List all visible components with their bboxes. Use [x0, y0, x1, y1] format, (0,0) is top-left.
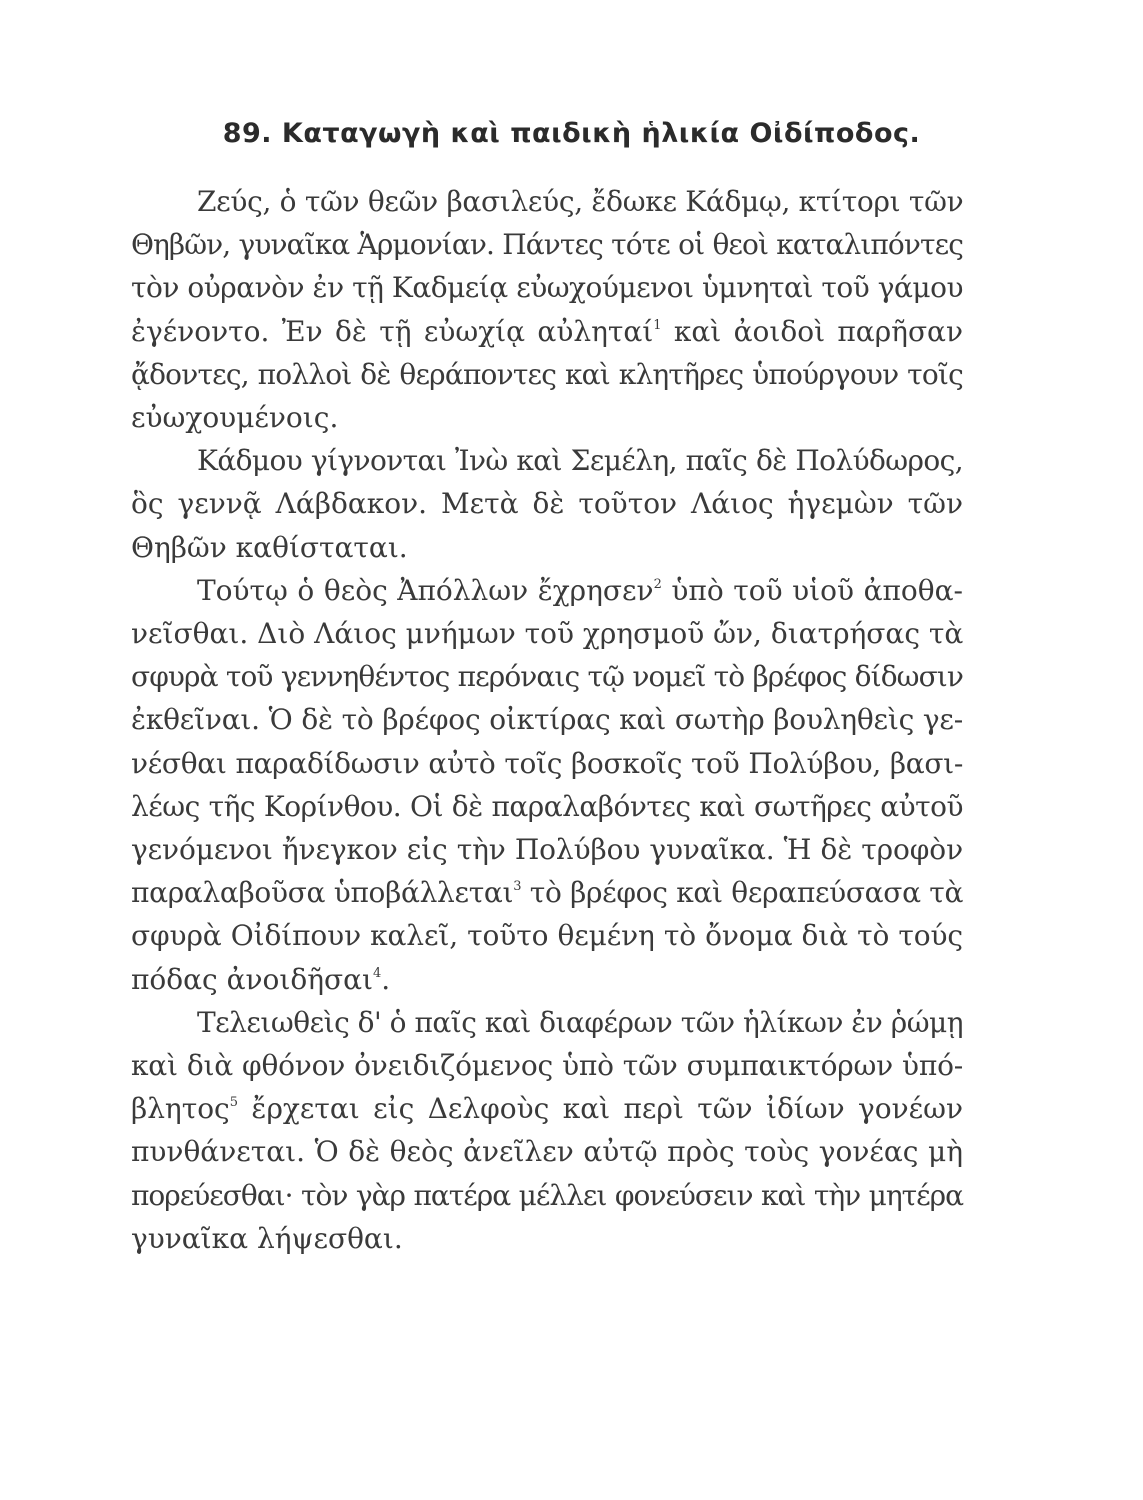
- text-line: Κάδμου γίγνονται Ἰνὼ καὶ Σεμέλη, παῖς δὲ Πολύδωρος,: [197, 444, 963, 478]
- footnote-marker-4: 4: [373, 965, 382, 981]
- text-line: [131, 871, 963, 914]
- text-fragment: ἔρχεται εἰς Δελφοὺς καὶ περὶ τῶν ἰδίων γονέων: [238, 1092, 963, 1126]
- text-line: σφυρὰ τοῦ γεννηθέντος περόναις τῷ νομεῖ τὸ βρέφος δίδωσιν: [131, 660, 963, 694]
- footnote-marker-2: 2: [653, 576, 662, 592]
- text-fragment: καὶ ἀοιδοὶ παρῆσαν: [661, 314, 963, 348]
- text-line: Θηβῶν καθίσταται.: [131, 530, 408, 564]
- chapter-heading: 89. Καταγωγὴ καὶ παιδικὴ ἡλικία Οἰδίποδος.: [222, 118, 921, 149]
- footnote-marker-1: 1: [653, 317, 662, 333]
- text-line: γυναῖκα λήψεσθαι.: [131, 1221, 403, 1255]
- footnote-marker-3: 3: [513, 879, 522, 895]
- body-text: [131, 180, 963, 1260]
- text-line: [131, 310, 963, 353]
- text-line: Ζεύς, ὁ τῶν θεῶν βασιλεύς, ἔδωκε Κάδμῳ, κτίτορι τῶν: [197, 185, 964, 218]
- text-line: [131, 958, 963, 1001]
- text-line: [131, 569, 963, 612]
- text-line: ᾄδοντες, πολλοὶ δὲ θεράποντες καὶ κλητῆρες ὑπούργουν τοῖς: [131, 357, 963, 391]
- text-line: Τελειωθεὶς δ' ὁ παῖς καὶ διαφέρων τῶν ἡλίκων ἐν ῥώμῃ: [197, 1005, 963, 1039]
- footnote-marker-5: 5: [229, 1095, 239, 1111]
- paragraph-4: [131, 1001, 963, 1260]
- paragraph-3: [131, 569, 963, 1001]
- text-line: ὃς γεννᾷ Λάβδακον. Μετὰ δὲ τοῦτον Λάιος ἡγεμὼν τῶν: [131, 487, 963, 521]
- text-line: πυνθάνεται. Ὁ δὲ θεὸς ἀνεῖλεν αὐτῷ πρὸς τοὺς γονέας μὴ: [131, 1135, 963, 1169]
- text-fragment: Τούτῳ ὁ θεὸς Ἀπόλλων ἔχρησεν: [197, 573, 654, 607]
- paragraph-2: [131, 439, 963, 569]
- text-line: ἐκθεῖναι. Ὁ δὲ τὸ βρέφος οἰκτίρας καὶ σωτὴρ βουληθεὶς γε-: [131, 703, 963, 737]
- text-fragment: πόδας ἀνοιδῆσαι: [131, 962, 374, 996]
- text-line: νέσθαι παραδίδωσιν αὐτὸ τοῖς βοσκοῖς τοῦ Πολύβου, βασι-: [131, 746, 963, 780]
- text-fragment: ἐγένοντο. Ἐν δὲ τῇ εὐωχίᾳ αὐληταί: [131, 314, 654, 348]
- text-line: σφυρὰ Οἰδίπουν καλεῖ, τοῦτο θεμένη τὸ ὄνομα διὰ τὸ τούς: [131, 919, 963, 953]
- text-line: γενόμενοι ἤνεγκον εἰς τὴν Πολύβου γυναῖκα. Ἡ δὲ τροφὸν: [131, 833, 963, 867]
- text-fragment: τὸ βρέφος καὶ θεραπεύσασα τὰ: [521, 876, 964, 910]
- text-line: Θηβῶν, γυναῖκα Ἁρμονίαν. Πάντες τότε οἱ θεοὶ καταλιπόντες: [131, 228, 963, 262]
- text-fragment: ὑπὸ τοῦ υἱοῦ ἀποθα-: [661, 573, 963, 607]
- text-line: νεῖσθαι. Διὸ Λάιος μνήμων τοῦ χρησμοῦ ὤν, διατρήσας τὰ: [131, 617, 964, 651]
- text-fragment: .: [381, 962, 391, 996]
- text-line: λέως τῆς Κορίνθου. Οἱ δὲ παραλαβόντες καὶ σωτῆρες αὐτοῦ: [131, 789, 963, 823]
- text-fragment: παραλαβοῦσα ὑποβάλλεται: [131, 876, 514, 910]
- text-line: πορεύεσθαι· τὸν γὰρ πατέρα μέλλει φονεύσειν καὶ τὴν μητέρα: [131, 1178, 963, 1212]
- text-line: εὐωχουμένοις.: [131, 401, 339, 435]
- text-fragment: βλητος: [131, 1092, 230, 1126]
- text-line: τὸν οὐρανὸν ἐν τῇ Καδμείᾳ εὐωχούμενοι ὑμνηταὶ τοῦ γάμου: [131, 271, 963, 305]
- text-line: καὶ διὰ φθόνον ὀνειδιζόμενος ὑπὸ τῶν συμπαικτόρων ὑπό-: [131, 1049, 963, 1083]
- text-line: [131, 1087, 963, 1130]
- paragraph-1: [131, 180, 963, 439]
